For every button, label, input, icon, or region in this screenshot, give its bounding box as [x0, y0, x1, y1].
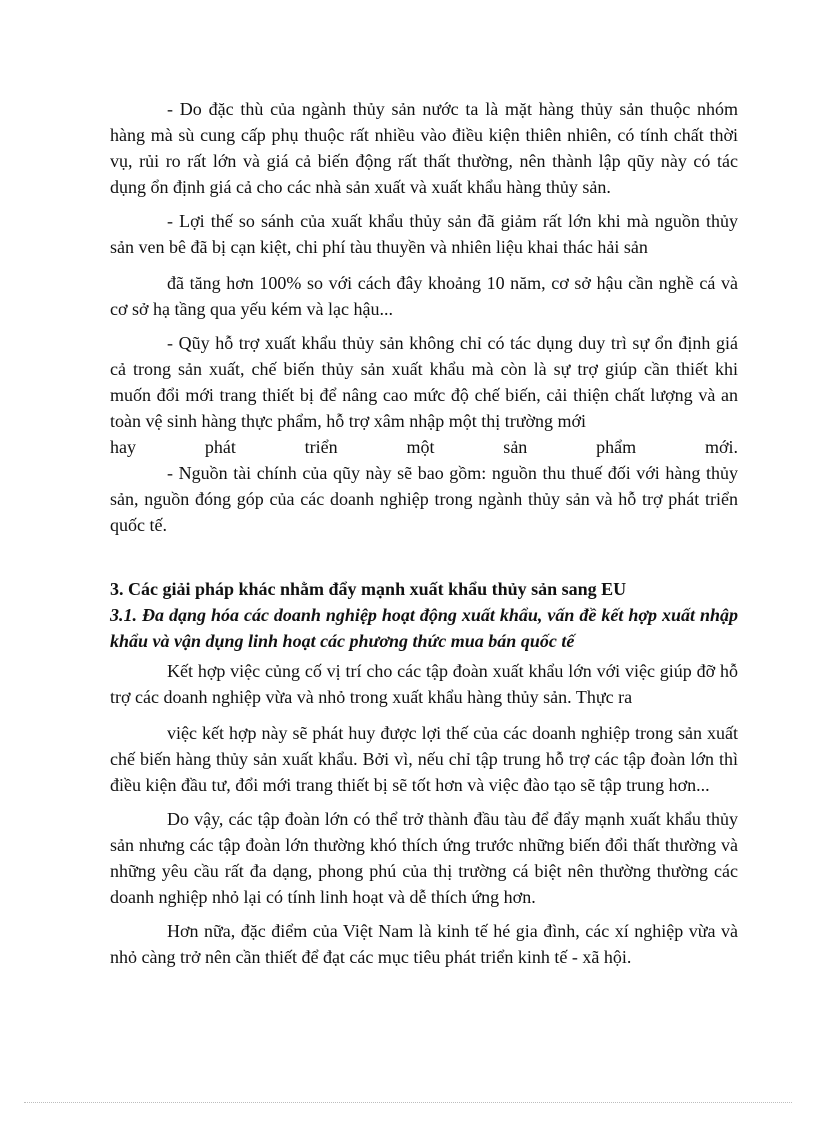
paragraph-support-fund: - Qũy hỗ trợ xuất khẩu thủy sản không chỉ có tác dụng duy trì sự ổn định giá cả trong sản xuất, chế biến thủy sản xuất khẩu mà còn là sự trợ giúp cần thiết khi muốn đổi mới trang thiết bị để nâng cao mức độ chế biến, cải thiện chất lượng và an toàn vệ sinh hàng thực phẩm, hỗ trợ xâm nhập một thị trường mới: [110, 333, 738, 431]
paragraph-vietnam-household: Hơn nữa, đặc điểm của Việt Nam là kinh tế hé gia đình, các xí nghiệp vừa và nhỏ càng trở nên cần thiết để đạt các mục tiêu phát triển kinh tế - xã hội.: [110, 921, 738, 967]
paragraph-combine-enterprises: Kết hợp việc củng cố vị trí cho các tập đoàn xuất khẩu lớn với việc giúp đỡ hỗ trợ các doanh nghiệp vừa và nhỏ trong xuất khẩu hàng thủy sản. Thực ra: [110, 661, 738, 707]
paragraph-competitive-advantage: - Lợi thế so sánh của xuất khẩu thủy sản đã giảm rất lớn khi mà nguồn thủy sản ven bê đã bị cạn kiệt, chi phí tàu thuyền và nhiên liệu khai thác hải sản: [110, 211, 738, 257]
document-body: [110, 96, 738, 970]
paragraph-support-fund-last-line: hay phát triển một sản phẩm mới.: [110, 437, 738, 457]
page-bottom-divider: [24, 1102, 792, 1103]
paragraph-large-groups: Do vậy, các tập đoàn lớn có thể trở thành đầu tàu để đẩy mạnh xuất khẩu thủy sản nhưng các tập đoàn lớn thường khó thích ứng trước những biến đổi thất thường và những yêu cầu rất đa dạng, phong phú của thị trường cá biệt nên thường thường các doanh nghiệp nhỏ lại có tính linh hoạt và dễ thích ứng hơn.: [110, 809, 738, 907]
paragraph-seasonal-risk: - Do đặc thù của ngành thủy sản nước ta là mặt hàng thủy sản thuộc nhóm hàng mà sù cung cấp phụ thuộc rất nhiều vào điều kiện thiên nhiên, có tính chất thời vụ, rủi ro rất lớn và giá cả biến động rất thất thường, nên thành lập qũy này có tác dụng ổn định giá cả cho các nhà sản xuất và xuất khẩu hàng thủy sản.: [110, 99, 738, 197]
section-heading-3: 3. Các giải pháp khác nhằm đẩy mạnh xuất khẩu thủy sản sang EU: [110, 579, 627, 599]
paragraph-combine-enterprises-cont: việc kết hợp này sẽ phát huy được lợi thế của các doanh nghiệp trong sản xuất chế biến hàng thủy sản xuất khẩu. Bởi vì, nếu chỉ tập trung hỗ trợ các tập đoàn lớn thì điều kiện đầu tư, đổi mới trang thiết bị sẽ tốt hơn và việc đào tạo sẽ tập trung hơn...: [110, 723, 738, 795]
paragraph-competitive-advantage-cont: đã tăng hơn 100% so với cách đây khoảng 10 năm, cơ sở hậu cần nghề cá và cơ sở hạ tầng qua yếu kém và lạc hậu...: [110, 273, 738, 319]
subsection-heading-3-1: 3.1. Đa dạng hóa các doanh nghiệp hoạt động xuất khẩu, vấn đề kết hợp xuất nhập khẩu và vận dụng linh hoạt các phương thức mua bán quốc tế: [110, 605, 738, 651]
paragraph-financial-sources: - Nguồn tài chính của qũy này sẽ bao gồm: nguồn thu thuế đối với hàng thủy sản, nguồn đóng góp của các doanh nghiệp trong ngành thủy sản và hỗ trợ phát triển quốc tế.: [110, 463, 738, 535]
